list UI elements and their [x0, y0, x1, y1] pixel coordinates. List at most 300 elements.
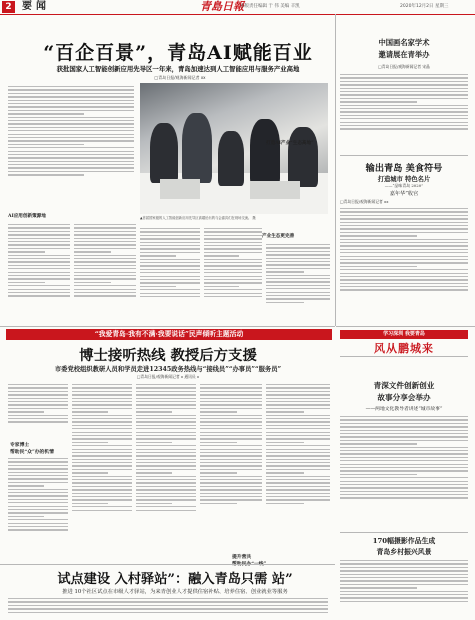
text-line — [8, 598, 328, 599]
text-line — [340, 118, 468, 119]
text-line — [8, 238, 70, 239]
text-line — [340, 491, 468, 492]
text-line — [266, 292, 330, 293]
right-story-title: 故事分享会举办 — [377, 393, 431, 402]
text-line — [266, 445, 330, 446]
text-line — [340, 215, 468, 216]
text-line — [136, 411, 172, 412]
text-line — [140, 242, 200, 243]
text-line — [136, 462, 196, 463]
text-line — [136, 510, 196, 511]
text-line — [140, 252, 200, 253]
text-line — [266, 472, 304, 473]
right-story-title: 中国画名家学术 — [378, 38, 430, 47]
text-line — [204, 279, 262, 280]
text-line — [204, 248, 262, 249]
text-line — [200, 401, 262, 402]
text-line — [340, 477, 468, 478]
text-line — [140, 265, 200, 266]
text-line — [74, 244, 136, 245]
campaign-banner: “我爱青岛·我有不满·我要说话”民声倾听主题活动 — [6, 329, 332, 340]
text-line — [72, 493, 132, 494]
text-line — [200, 472, 237, 473]
text-line — [8, 472, 68, 473]
text-line — [74, 265, 136, 266]
story-headline: 试点建设 入村驿站”：融入青岛只需 站” — [57, 572, 293, 587]
text-line — [200, 476, 262, 477]
text-line — [266, 503, 304, 504]
text-line — [140, 228, 200, 229]
text-line — [74, 285, 136, 286]
text-line — [340, 416, 468, 417]
text-line — [74, 282, 111, 283]
text-line — [140, 235, 200, 236]
editor-info: 本版责任编辑 于 伟 美编 辛凯 — [240, 4, 300, 9]
text-line — [8, 93, 134, 94]
text-line — [266, 482, 330, 483]
text-line — [266, 469, 330, 470]
text-line — [8, 458, 68, 459]
text-line — [340, 464, 468, 465]
text-line — [340, 218, 468, 219]
text-line — [72, 394, 132, 395]
story-byline: □青岛日报/观海新闻记者 x 通讯员 x — [136, 374, 200, 379]
text-line — [8, 140, 134, 141]
text-line — [266, 271, 304, 272]
text-line — [200, 435, 262, 436]
text-line — [8, 258, 70, 259]
text-line — [340, 211, 468, 212]
text-line — [8, 475, 68, 476]
text-line — [136, 408, 196, 409]
text-line — [340, 567, 468, 568]
text-line — [340, 262, 468, 263]
text-line — [8, 485, 44, 486]
text-line — [72, 401, 132, 402]
text-line — [74, 227, 136, 228]
text-line — [72, 510, 132, 511]
text-line — [340, 481, 468, 482]
text-line — [8, 123, 134, 124]
text-line — [136, 415, 196, 416]
text-line — [136, 449, 196, 450]
text-line — [204, 293, 262, 294]
text-line — [140, 255, 176, 256]
text-line — [340, 447, 468, 448]
lead-body-column — [204, 226, 262, 326]
text-line — [136, 438, 196, 439]
text-line — [340, 81, 468, 82]
text-line — [200, 449, 262, 450]
text-line — [340, 574, 468, 575]
lead-body-column — [74, 222, 136, 326]
story-body-column — [8, 456, 68, 560]
text-line — [8, 147, 134, 148]
text-line — [340, 91, 468, 92]
text-line — [72, 421, 132, 422]
text-line — [72, 418, 132, 419]
text-line — [8, 130, 134, 131]
text-line — [266, 462, 330, 463]
text-line — [266, 278, 330, 279]
text-line — [8, 489, 68, 490]
text-line — [8, 292, 70, 293]
text-line — [204, 228, 262, 229]
text-line — [8, 465, 68, 466]
text-line — [340, 269, 468, 270]
text-line — [140, 248, 200, 249]
text-line — [140, 293, 200, 294]
newspaper-logo: 青島日報 — [200, 0, 244, 13]
text-line — [200, 418, 262, 419]
text-line — [8, 134, 134, 135]
section-title: 要闻 — [22, 1, 50, 12]
text-line — [340, 577, 468, 578]
text-line — [200, 384, 262, 385]
text-line — [340, 259, 468, 260]
text-line — [266, 247, 330, 248]
text-line — [72, 438, 132, 439]
text-line — [266, 428, 330, 429]
text-line — [200, 442, 237, 443]
text-line — [204, 259, 262, 260]
text-line — [340, 235, 417, 236]
text-line — [140, 289, 200, 290]
text-line — [200, 438, 262, 439]
text-line — [266, 298, 330, 299]
story-subhead: 帮助民“众”办的机情 — [10, 449, 54, 455]
text-line — [140, 296, 200, 297]
text-line — [266, 401, 330, 402]
text-line — [340, 494, 468, 495]
text-line — [72, 455, 132, 456]
text-line — [340, 84, 468, 85]
text-line — [200, 489, 262, 490]
text-line — [340, 111, 468, 112]
text-line — [8, 167, 134, 168]
text-line — [8, 482, 68, 483]
lead-body-column — [140, 226, 200, 326]
text-line — [200, 469, 262, 470]
text-line — [340, 597, 468, 598]
text-line — [340, 283, 468, 284]
text-line — [340, 222, 468, 223]
text-line — [266, 452, 330, 453]
text-line — [200, 421, 262, 422]
text-line — [136, 476, 196, 477]
text-line — [340, 105, 468, 106]
text-line — [136, 506, 196, 507]
text-line — [72, 387, 132, 388]
text-line — [204, 245, 262, 246]
story-divider — [340, 356, 468, 357]
text-line — [72, 459, 132, 460]
text-line — [8, 154, 134, 155]
text-line — [72, 428, 132, 429]
text-line — [72, 415, 132, 416]
text-line — [200, 479, 262, 480]
text-line — [340, 423, 468, 424]
text-line — [136, 404, 196, 405]
text-line — [8, 227, 70, 228]
text-line — [266, 459, 330, 460]
text-line — [8, 268, 70, 269]
story-subheadline: 推进 10个社区试点在市级人才驿站，为来青创业人才提供住宿补贴、培养住宿、创业就业等服务 — [62, 589, 288, 595]
text-line — [72, 465, 132, 466]
text-line — [200, 465, 262, 466]
text-line — [340, 128, 468, 129]
text-line — [340, 601, 468, 602]
section-tag: 学习深圳 我要青岛 — [340, 330, 468, 339]
text-line — [74, 261, 136, 262]
text-line — [136, 459, 196, 460]
text-line — [8, 421, 68, 422]
lead-subhead: 打造AI产业“生态高地” — [266, 141, 314, 146]
text-line — [8, 512, 68, 513]
text-line — [72, 435, 132, 436]
text-line — [8, 499, 68, 500]
text-line — [204, 296, 262, 297]
text-line — [8, 174, 84, 175]
text-line — [8, 608, 328, 609]
text-line — [8, 278, 70, 279]
text-line — [204, 276, 262, 277]
text-line — [340, 77, 468, 78]
page-number: 2 — [2, 1, 15, 13]
text-line — [140, 238, 200, 239]
text-line — [8, 127, 134, 128]
text-line — [340, 419, 468, 420]
text-line — [136, 496, 196, 497]
text-line — [74, 268, 136, 269]
text-line — [8, 117, 134, 118]
text-line — [8, 241, 70, 242]
text-line — [74, 231, 136, 232]
text-line — [136, 384, 196, 385]
text-line — [266, 288, 330, 289]
text-line — [200, 398, 262, 399]
text-line — [8, 492, 68, 493]
text-line — [266, 415, 330, 416]
text-line — [8, 612, 328, 613]
text-line — [266, 244, 330, 245]
text-line — [266, 295, 330, 296]
text-line — [72, 469, 132, 470]
text-line — [266, 499, 330, 500]
text-line — [340, 487, 468, 488]
text-line — [200, 425, 262, 426]
story-body-column — [266, 382, 330, 550]
text-line — [8, 110, 134, 111]
text-line — [136, 489, 196, 490]
text-line — [72, 404, 132, 405]
text-line — [266, 251, 330, 252]
text-line — [8, 404, 68, 405]
text-line — [204, 255, 239, 256]
text-line — [266, 302, 304, 303]
text-line — [8, 89, 134, 90]
text-line — [340, 497, 468, 498]
text-line — [200, 482, 262, 483]
text-line — [266, 398, 330, 399]
text-line — [74, 289, 136, 290]
lead-body-column — [8, 84, 134, 212]
text-line — [8, 106, 134, 107]
right-story-subtitle: ——两地文化教导者讲述“城市故事” — [365, 407, 443, 412]
right-story-subtitle: 打造城市 特色名片 — [377, 176, 431, 183]
text-line — [72, 486, 132, 487]
text-line — [136, 499, 196, 500]
text-line — [136, 418, 196, 419]
text-line — [340, 249, 468, 250]
text-line — [136, 442, 172, 443]
text-line — [8, 285, 70, 286]
text-line — [72, 482, 132, 483]
right-story-title: 青深文件创新创业 — [373, 381, 435, 390]
right-story-title: 邀请展在青举办 — [378, 50, 430, 59]
text-line — [340, 286, 468, 287]
text-line — [140, 282, 200, 283]
text-line — [266, 264, 330, 265]
text-line — [204, 286, 239, 287]
text-line — [200, 428, 262, 429]
right-story-subtitle: ——“品味青岛 2020” — [384, 183, 424, 188]
text-line — [140, 262, 200, 263]
text-line — [8, 415, 68, 416]
text-line — [340, 436, 468, 437]
text-line — [200, 404, 262, 405]
lead-body-column — [8, 222, 70, 326]
text-line — [266, 268, 330, 269]
text-line — [72, 499, 132, 500]
text-line — [340, 484, 468, 485]
text-line — [136, 421, 196, 422]
text-line — [340, 594, 468, 595]
text-line — [72, 425, 132, 426]
text-line — [136, 432, 196, 433]
text-line — [74, 238, 136, 239]
text-line — [8, 272, 70, 273]
text-line — [204, 242, 262, 243]
text-line — [200, 391, 262, 392]
text-line — [340, 430, 468, 431]
text-line — [8, 495, 68, 496]
text-line — [74, 255, 136, 256]
text-line — [340, 94, 468, 95]
text-line — [8, 502, 68, 503]
text-line — [340, 256, 468, 257]
text-line — [266, 455, 330, 456]
text-line — [200, 462, 262, 463]
text-line — [200, 455, 262, 456]
text-line — [8, 295, 70, 296]
text-line — [204, 231, 262, 232]
text-line — [266, 425, 330, 426]
story-headline: 博士接听热线 教授后方支援 — [79, 347, 257, 364]
text-line — [136, 401, 196, 402]
right-story-title: 170幅摄影作品生成 — [372, 537, 436, 545]
text-line — [74, 278, 136, 279]
text-line — [340, 453, 468, 454]
text-line — [136, 472, 172, 473]
text-line — [266, 408, 330, 409]
text-line — [340, 266, 417, 267]
section-divider — [0, 326, 335, 327]
text-line — [72, 411, 108, 412]
text-line — [74, 258, 136, 259]
text-line — [8, 408, 68, 409]
text-line — [204, 289, 262, 290]
text-line — [136, 398, 196, 399]
right-story-byline: □青岛日报/观海新闻记者 宋晶 — [378, 64, 430, 69]
text-line — [136, 435, 196, 436]
lead-byline: □青岛日报/观海新闻记者 xx — [154, 75, 206, 80]
text-line — [8, 261, 70, 262]
text-line — [266, 435, 330, 436]
text-line — [74, 248, 136, 249]
text-line — [204, 238, 262, 239]
text-line — [340, 440, 468, 441]
text-line — [8, 468, 68, 469]
text-line — [136, 394, 196, 395]
text-line — [266, 438, 330, 439]
text-line — [74, 272, 136, 273]
text-line — [340, 208, 468, 209]
text-line — [266, 493, 330, 494]
text-line — [200, 394, 262, 395]
text-line — [266, 486, 330, 487]
section-divider — [336, 326, 475, 327]
text-line — [340, 457, 468, 458]
text-line — [200, 452, 262, 453]
text-line — [340, 74, 468, 75]
text-line — [74, 275, 136, 276]
text-line — [72, 408, 132, 409]
text-line — [8, 418, 68, 419]
text-line — [266, 387, 330, 388]
text-line — [140, 259, 200, 260]
text-line — [204, 265, 262, 266]
text-line — [340, 245, 468, 246]
text-line — [72, 391, 132, 392]
text-line — [136, 465, 196, 466]
text-line — [340, 560, 468, 561]
text-line — [266, 404, 330, 405]
text-line — [340, 98, 468, 99]
text-line — [8, 478, 68, 479]
text-line — [136, 479, 196, 480]
text-line — [72, 506, 132, 507]
story-body-column — [8, 596, 328, 620]
text-line — [266, 496, 330, 497]
story-body-column — [136, 382, 196, 560]
text-line — [8, 529, 68, 530]
story-divider — [340, 532, 468, 533]
text-line — [8, 394, 68, 395]
text-line — [136, 387, 196, 388]
text-line — [72, 503, 108, 504]
text-line — [340, 279, 468, 280]
text-line — [140, 279, 200, 280]
story-body-column — [200, 382, 262, 550]
text-line — [340, 122, 468, 123]
text-line — [8, 120, 134, 121]
lead-photo — [140, 83, 328, 214]
text-line — [200, 499, 262, 500]
right-story-subtitle: 嘉年华”收官 — [389, 191, 419, 197]
text-line — [340, 587, 417, 588]
text-line — [136, 391, 196, 392]
